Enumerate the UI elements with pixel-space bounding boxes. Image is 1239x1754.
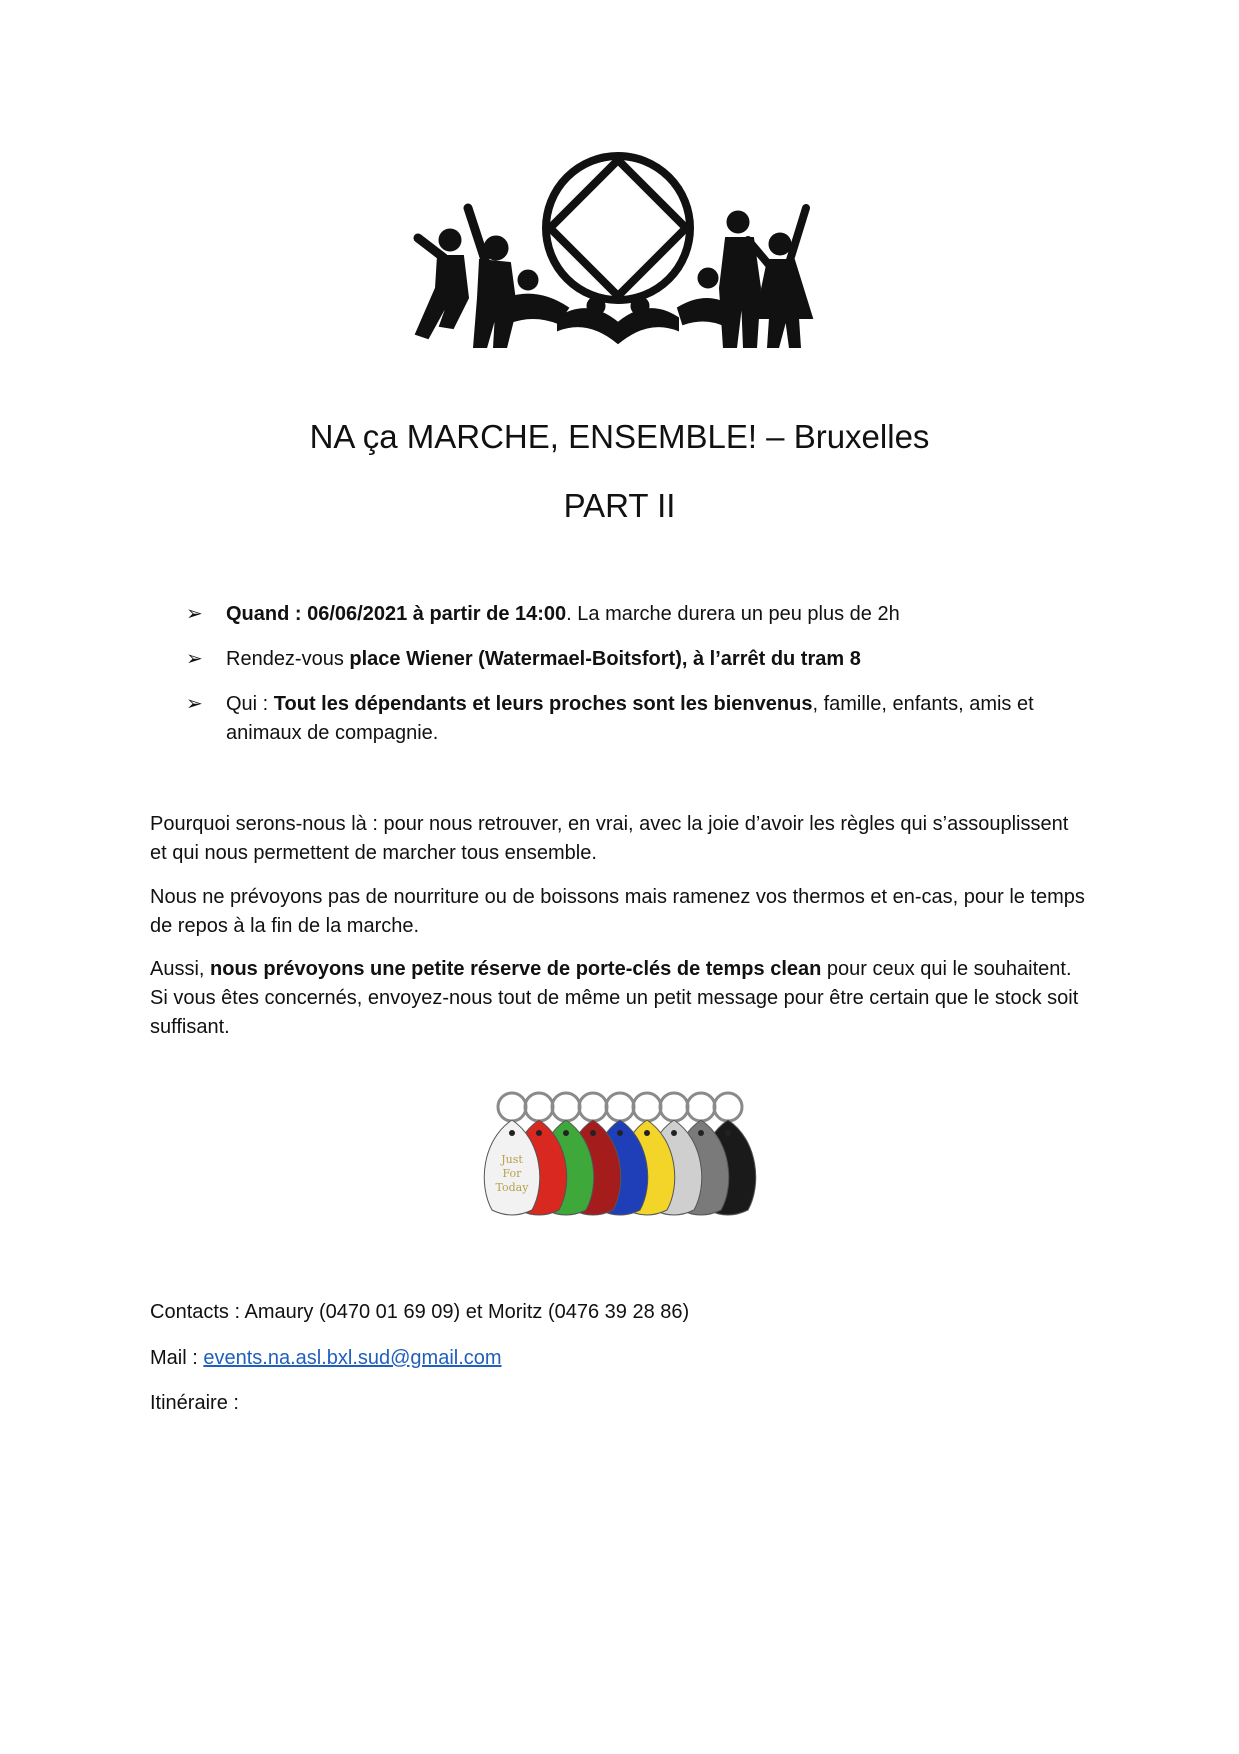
who-rest: , famille, enfants, amis et animaux de compagnie. (226, 693, 1034, 744)
keychains-image (470, 1085, 770, 1225)
mail-line (150, 1344, 1090, 1373)
document-subtitle: PART II (563, 487, 676, 524)
arrow-bullet-icon: ➢ (186, 693, 203, 715)
p3-rest: pour ceux qui le souhaitent. Si vous êtes concernés, envoyez-nous tout de même un petit message pour être certain que le stock soit suffisant. (150, 958, 1079, 1038)
when-rest: . La marche durera un peu plus de 2h (566, 603, 900, 625)
keychain-text: Just (501, 1153, 523, 1166)
arrow-bullet-icon: ➢ (186, 603, 203, 625)
event-details-list (186, 600, 1086, 764)
where-bold: place Wiener (Watermael-Boitsfort), à l’arrêt du tram 8 (349, 648, 861, 670)
keychain-text: For (502, 1167, 522, 1180)
paragraph-why: Pourquoi serons-nous là : pour nous retrouver, en vrai, avec la joie d’avoir les règles qui s’assouplissent et qui nous permettent de marcher tous ensemble. (150, 813, 1069, 864)
itinerary-label: Itinéraire : (150, 1392, 239, 1414)
who-bold: Tout les dépendants et leurs proches sont les bienvenus (273, 693, 813, 715)
document-title: NA ça MARCHE, ENSEMBLE! – Bruxelles (309, 418, 930, 455)
p3-pre: Aussi, (150, 958, 211, 980)
paragraph-food: Nous ne prévoyons pas de nourriture ou de boissons mais ramenez vos thermos et en-cas, pour le temps de repos à la fin de la marche. (150, 886, 1085, 937)
who-pre: Qui : (226, 693, 274, 715)
contacts-line: Contacts : Amaury (0470 01 69 09) et Moritz (0476 39 28 86) (150, 1301, 690, 1323)
arrow-bullet-icon: ➢ (186, 648, 203, 670)
paragraph-keychains (150, 955, 1090, 1042)
mail-label: Mail : (150, 1347, 204, 1369)
na-logo-icon (408, 148, 828, 348)
list-item-when (186, 600, 1086, 629)
mail-link[interactable]: events.na.asl.bxl.sud@gmail.com (203, 1347, 502, 1369)
where-pre: Rendez-vous (226, 648, 350, 670)
list-item-where (186, 645, 1086, 674)
when-bold: Quand : 06/06/2021 à partir de 14:00 (226, 603, 567, 625)
keychain-text: Today (495, 1181, 529, 1194)
list-item-who (186, 690, 1086, 748)
p3-bold: nous prévoyons une petite réserve de porte-clés de temps clean (210, 958, 822, 980)
